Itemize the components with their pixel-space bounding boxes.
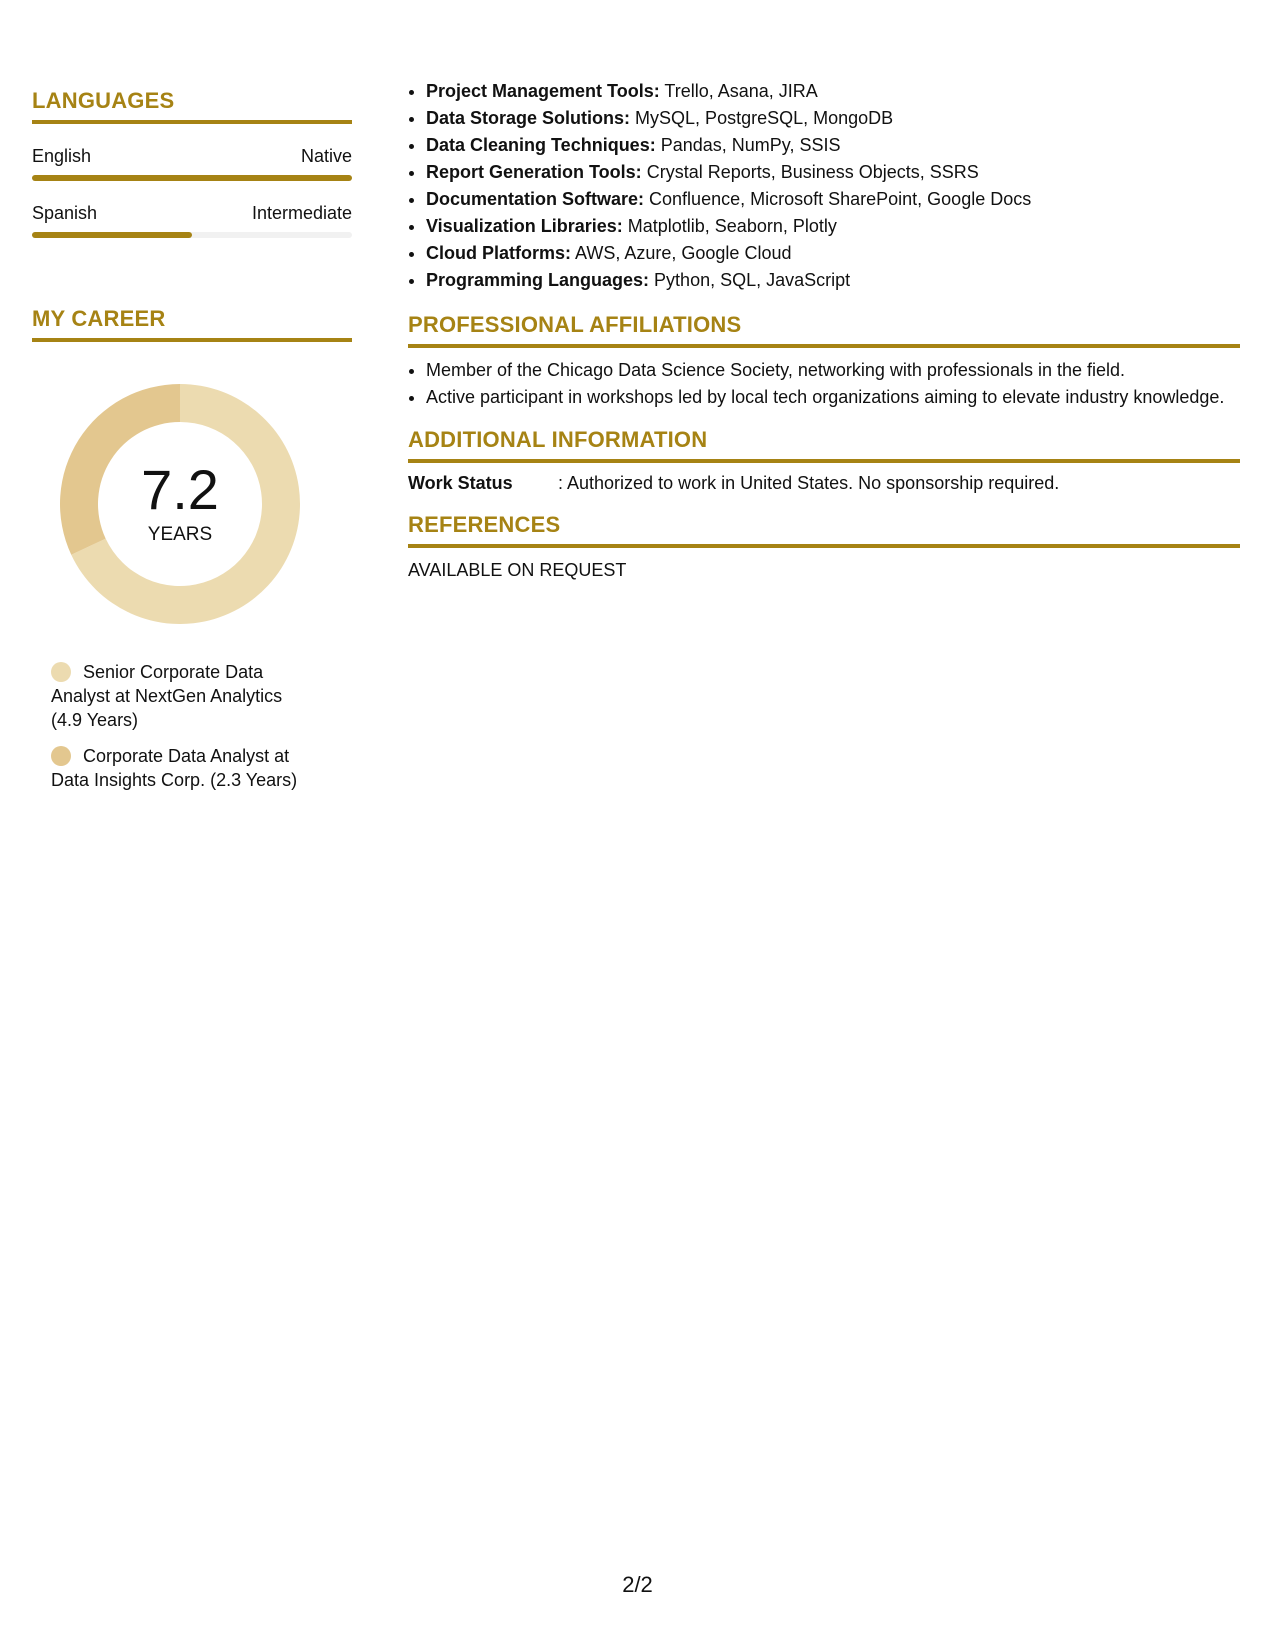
legend-label: Corporate Data Analyst at Data Insights Corp. (2.3 Years) (51, 746, 298, 790)
list-item: • Programming Languages: Python, SQL, JavaScript (426, 267, 1240, 294)
career-donut-chart (60, 384, 300, 624)
legend-item (51, 660, 311, 732)
language-name: English (32, 146, 92, 166)
work-status-row (408, 473, 1240, 494)
skills-list (408, 78, 1240, 294)
references-text: AVAILABLE ON REQUEST (408, 560, 627, 580)
career-title: MY CAREER (32, 306, 352, 342)
legend-item (51, 744, 311, 792)
right-column (408, 78, 1240, 581)
list-item: • Member of the Chicago Data Science Society, networking with professionals in the field. (426, 358, 1240, 382)
work-status-label: Work Status (408, 473, 513, 493)
language-level: Native (300, 146, 352, 166)
legend-dot-icon (51, 746, 71, 766)
career-total-years: 7.2 (141, 458, 219, 521)
work-status-value: : Authorized to work in United States. No sponsorship required. (558, 473, 1060, 493)
references-section (408, 512, 1240, 581)
language-level: Intermediate (251, 203, 352, 223)
language-proficiency-fill (32, 232, 192, 238)
left-column (32, 88, 352, 804)
references-title: REFERENCES (408, 512, 1240, 548)
list-item: • Documentation Software: Confluence, Microsoft SharePoint, Google Docs (426, 186, 1240, 213)
affiliations-section (408, 312, 1240, 409)
list-item: • Data Storage Solutions: MySQL, PostgreSQL, MongoDB (426, 105, 1240, 132)
affiliations-title: PROFESSIONAL AFFILIATIONS (408, 312, 1240, 348)
additional-info-title: ADDITIONAL INFORMATION (408, 427, 1240, 463)
list-item: • Visualization Libraries: Matplotlib, Seaborn, Plotly (426, 213, 1240, 240)
affiliations-list (408, 358, 1240, 409)
language-name: Spanish (32, 203, 98, 223)
language-proficiency-fill (32, 175, 352, 181)
page-number: 2/2 (622, 1572, 653, 1597)
legend-dot-icon (51, 662, 71, 682)
language-english (32, 146, 352, 181)
list-item: • Active participant in workshops led by local tech organizations aiming to elevate industry knowledge. (426, 385, 1240, 409)
list-item: • Report Generation Tools: Crystal Reports, Business Objects, SSRS (426, 159, 1240, 186)
languages-title: LANGUAGES (32, 88, 352, 124)
list-item: • Project Management Tools: Trello, Asana, JIRA (426, 78, 1240, 105)
career-legend (51, 660, 311, 792)
language-proficiency-bar (32, 175, 352, 181)
career-total-unit: YEARS (147, 524, 213, 545)
list-item: • Cloud Platforms: AWS, Azure, Google Cloud (426, 240, 1240, 267)
list-item: • Data Cleaning Techniques: Pandas, NumPy, SSIS (426, 132, 1240, 159)
language-proficiency-bar (32, 232, 352, 238)
additional-info-section (408, 427, 1240, 494)
language-spanish (32, 203, 352, 238)
legend-label: Senior Corporate Data Analyst at NextGen Analytics (4.9 Years) (51, 662, 283, 730)
